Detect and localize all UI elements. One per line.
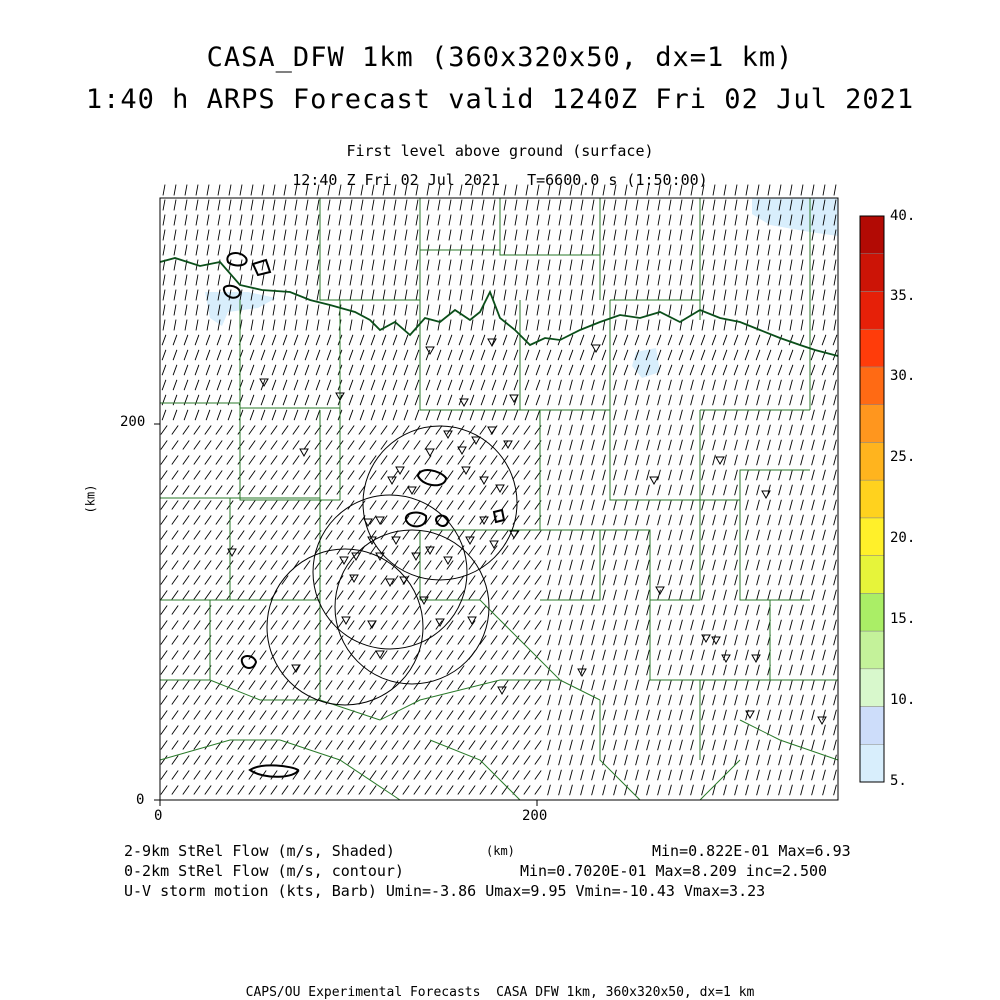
storm-marker — [412, 553, 420, 560]
colorbar-label-20: 20. — [890, 530, 916, 546]
legend-contour-range: Min=0.7020E-01 Max=8.209 inc=2.500 — [520, 862, 828, 880]
colorbar-segment — [860, 707, 884, 745]
legend-contour: 0-2km StRel Flow (m/s, contour) — [124, 862, 404, 880]
colorbar-segment — [860, 442, 884, 480]
colorbar-segment — [860, 669, 884, 707]
colorbar-segment — [860, 216, 884, 254]
colorbar-segment — [860, 291, 884, 329]
storm-marker — [426, 449, 434, 456]
storm-marker — [462, 467, 470, 474]
colorbar-segment — [860, 556, 884, 594]
storm-marker — [716, 457, 724, 464]
colorbar — [860, 216, 884, 782]
colorbar-segment — [860, 405, 884, 443]
colorbar-segment — [860, 254, 884, 292]
storm-marker — [592, 345, 600, 352]
axis-ticks — [154, 424, 537, 806]
storm-marker — [396, 467, 404, 474]
storm-marker — [300, 449, 308, 456]
storm-marker — [722, 655, 730, 662]
colorbar-segment — [860, 367, 884, 405]
storm-marker — [818, 717, 826, 724]
colorbar-segment — [860, 631, 884, 669]
level-label: First level above ground (surface) — [346, 142, 654, 160]
storm-marker — [752, 655, 760, 662]
storm-marker — [444, 557, 452, 564]
y-axis-unit: (km) — [83, 484, 98, 514]
colorbar-segment — [860, 480, 884, 518]
footer-credit: CAPS/OU Experimental Forecasts CASA DFW 1km, 360x320x50, dx=1 km — [245, 985, 755, 1000]
colorbar-label-10: 10. — [890, 692, 916, 708]
radar-range-rings — [267, 426, 517, 705]
storm-markers — [228, 339, 826, 724]
storm-marker — [376, 517, 384, 524]
plot-frame — [160, 198, 838, 800]
storm-marker — [650, 477, 658, 484]
storm-marker — [498, 687, 506, 694]
colorbar-segment — [860, 744, 884, 782]
forecast-valid-title: 1:40 h ARPS Forecast valid 1240Z Fri 02 Jul 2021 — [85, 84, 915, 115]
colorbar-segment — [860, 518, 884, 556]
colorbar-label-40: 40. — [890, 208, 916, 224]
map-title: CASA_DFW 1km (360x320x50, dx=1 km) — [206, 42, 794, 73]
colorbar-segment — [860, 593, 884, 631]
colorbar-label-25: 25. — [890, 449, 916, 465]
legend-shaded: 2-9km StRel Flow (m/s, Shaded) — [124, 842, 395, 860]
shaded-flow-areas — [205, 198, 838, 378]
storm-marker — [436, 619, 444, 626]
storm-marker — [228, 549, 236, 556]
x-tick-200: 200 — [522, 808, 548, 824]
storm-marker — [490, 541, 498, 548]
colorbar-label-15: 15. — [890, 611, 916, 627]
colorbar-label-30: 30. — [890, 368, 916, 384]
y-tick-200: 200 — [120, 414, 146, 430]
x-axis-unit: (km) — [486, 844, 515, 858]
x-tick-0: 0 — [154, 808, 163, 824]
colorbar-segment — [860, 329, 884, 367]
colorbar-label-35: 35. — [890, 288, 916, 304]
legend-barb: U-V storm motion (kts, Barb) Umin=-3.86 Umax=9.95 Vmin=-10.43 Vmax=3.23 — [124, 882, 766, 900]
valid-time-label: 12:40 Z Fri 02 Jul 2021 T=6600.0 s (1:50:00) — [292, 171, 708, 189]
county-lines — [160, 198, 838, 800]
y-tick-0: 0 — [136, 792, 145, 808]
storm-marker — [388, 477, 396, 484]
legend-shaded-range: Min=0.822E-01 Max=6.93 — [652, 842, 851, 860]
colorbar-label-5: 5. — [890, 773, 907, 789]
